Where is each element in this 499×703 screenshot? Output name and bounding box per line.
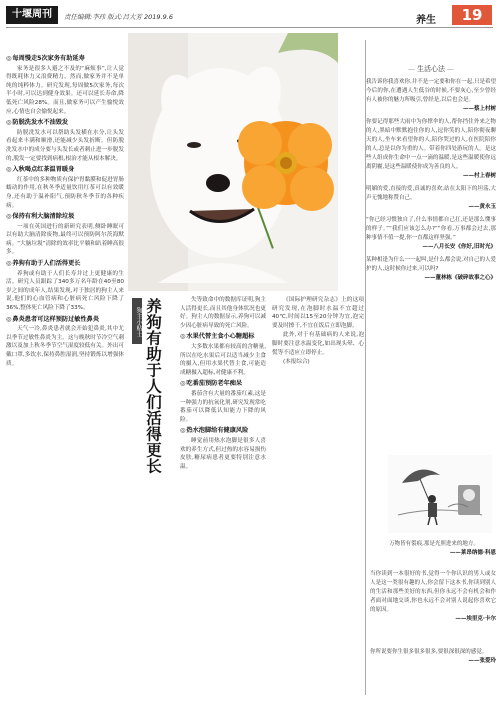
article-title: 养狗有助于人们活得更长 <box>144 298 162 474</box>
article-paragraph: 此外,对于有基础病的人来说,泡脚时要注意水温变化,如出现头晕、心慌等不适应立即停止。 <box>272 332 364 356</box>
quote-text: 你要记得那些大雨中为你撑伞的人,帮你挡住外来之物的人,黑暗中默默抱住你的人,逗你笑的人,陪你彻夜聊天的人,坐车来看望你的人,陪你哭过的人,在医院陪你的人,总是以你为重的人。带着你四处游玩的人。是这些人组成你生命中一点一滴的温暖,是这些温暖使你远离阴霾,是这些温暖使你成为善良的人。 <box>366 119 496 170</box>
article-subheading: ◎ 水果代替主食小心糖超标 <box>180 333 266 342</box>
quote-block <box>370 570 496 624</box>
page-header <box>0 0 499 30</box>
article-paragraph: 天气一冷,鼻炎患者就会开始犯鼻炎,其中尤以季节过敏性鼻炎为主。这与晚秋时节冷空气刺激以及加上秋冬季节空气湿度较低有关。外出可戴口罩,多饮水,保持鼻腔湿润,坚持锻炼以增强体质。 <box>6 326 124 367</box>
article-subheading: ◎ 防脱洗发水不油毁发 <box>6 119 124 128</box>
quote-text: 你所说要你生很多很多很多,要很深很深的感觉。 <box>370 649 488 655</box>
quote-text: 当你读到一本很好的书,觉得一个你认识的男人或女人是这一类很有趣的人,你会留下这本书,你读到别人的生活和那些美好的东西,但你永远不会有机会和作者面对面地交谈,你也永远不会对别人说起你喜欢它的原因。 <box>370 571 496 613</box>
article-paragraph: 《国际护理研究杂志》上的这项研究发现,在泡脚时水温不宜超过40℃,时间以15至20分钟为宜,泡完要及时擦干,不宜在饭后立即泡脚。 <box>272 297 364 329</box>
quote-source: ——八月长安《你好,旧时光》 <box>422 244 496 250</box>
quote-block <box>366 185 496 212</box>
quote-source: ——黄永玉 <box>468 204 496 210</box>
article-column-middle-b <box>272 296 364 368</box>
caption-source: ——莱昂纳德·科恩 <box>449 550 496 556</box>
article-paragraph: 番茄含有大量的番茄红素,这是一种强力的抗氧化剂,研究发现常吃番茄可以降低认知能力下降的风险。 <box>180 390 266 423</box>
section-name: 养生 <box>416 15 436 26</box>
article-paragraph: 睡觉前用热水泡脚是很多人喜欢的养生方式,但过热的水容易损伤皮肤,糖尿病患者更要特别注意水温。 <box>180 437 266 470</box>
article-subheading: ◎ 每周慢走5次家务有助延寿 <box>6 55 124 64</box>
article-subheading: ◎ 入秋喝点红茶温胃暖身 <box>6 166 124 175</box>
illustration-caption <box>372 540 496 558</box>
article-subheading: ◎ 鼻炎患者可这样预防过敏性鼻炎 <box>6 316 124 325</box>
quote-source: ——董林栋《破碎故事之心》 <box>424 275 496 281</box>
article-column-left <box>6 52 124 370</box>
article-paragraph: 家务是很多人避之不及的“麻烦事”,让人觉得既耗体力又浪费精力。然而,做家务并不是单纯的纯粹体力。研究发现,每周做5次家务,每次半小时,可以达到健身效果。还可以延长寿命,降低死亡风险28%。而且,做家务可以产生愉悦效应,心情也自会愉悦起来。 <box>6 65 124 115</box>
sidebar-title: — 生活心法 — <box>366 64 496 74</box>
article-paragraph: 红茶中的多种物质有保护胃黏膜和促进胃肠蠕动的作用,在秋冬季适量饮用红茶可以有效暖身,还有助于温补阳气,预防秋冬季节的各种疾病。 <box>6 176 124 209</box>
article-subheading: ◎ 吃番茄预防老年痴呆 <box>180 380 266 389</box>
article-paragraph: 失等致命中的数据库证明,狗主人活得更长,而且其他身体状况也更好。狗主人的数据显示,养狗可以减少因心脏病导致的死亡风险。 <box>180 297 266 329</box>
quote-list <box>366 78 496 283</box>
quote-source: ——张爱玲 <box>468 658 496 664</box>
article-subheading: ◎ 保持有利大脑清除垃圾 <box>6 213 124 222</box>
article-subheading: ◎ 养狗有助于人们活得更长 <box>6 260 124 269</box>
quote-source: ——蔡上村树 <box>462 106 496 112</box>
article-paragraph: 防脱洗发水可以帮助头发横在水分,让头发看起来丰满和顺滑,还能减少头发折断。但防脱洗发水中的成分要与头发长或者刺止进一步脱发的,脱发一定要找到病根,根治才能从根本解决。 <box>6 129 124 162</box>
article-paragraph: 一项在英国进行的新研究表明,侧卧睡眠可以有助大脑清除废物,最终可以预防阿尔茨海默病。“大脑垃圾”清除的效率比平躺和趴着睡高很多。 <box>6 223 124 256</box>
quote-text: 明媚的爱,直接的爱,真诚的喜欢,站在太阳下的坦荡,大声无愧地称赞自己。 <box>366 186 496 201</box>
article-subheading: ◎ 热水泡脚给有健康风险 <box>180 427 266 436</box>
quote-text: “你已经习惯独自了,什么事情都自己扛,还是那么懂事的样子。”“我们应该怎么办?”“你看,万事都会过去,那种事情不值一提,你一直都这样坚强。” <box>366 217 496 241</box>
article-paragraph: 养狗或有助于人们长寿并过上更健康的生活。研究人员跟踪了340多万名年龄在40至80岁之间的成年人,结果发现,对于独居的狗主人来说,他们的心血管病和心脏病死亡风险下降了36%,整体死亡风险下降了33%。 <box>6 270 124 312</box>
article-title-block <box>128 296 180 516</box>
quote-block <box>366 256 496 283</box>
quote-text: 某种相逢为什么一一起叫,是什么都会说,对自己的人爱护的人,这时候你过来,可以吗? <box>366 257 496 272</box>
girl-sketch-illustration <box>388 455 492 533</box>
smiling-dog-photo <box>128 33 338 291</box>
quote-block <box>366 216 496 252</box>
quote-block <box>370 648 496 666</box>
quote-block <box>366 118 496 181</box>
quote-block <box>366 78 496 114</box>
article-tag: 狗主小贴士 <box>132 298 142 344</box>
caption-text: 万物皆有裂痕,那是光照进来的地方。 <box>389 541 479 547</box>
article-paragraph: (本报综合) <box>283 359 310 366</box>
masthead-logo: 十堰周刊 <box>6 6 58 24</box>
quote-source: ——村上春树 <box>462 173 496 179</box>
header-divider <box>6 27 493 28</box>
page-number-badge: 19 <box>452 5 492 25</box>
article-paragraph: 大多数水果都有较高的含糖量,所以在吃水果后可以适当减少主食的摄入,但用水果代替主食,可能造成糖摄入超标,对健康不利。 <box>180 343 266 376</box>
editor-credits: 责任编辑:李玮 版式:吕大芳 2019.9.6 <box>64 13 173 21</box>
article-column-middle-a <box>180 296 266 471</box>
quote-text: 我告诉你我喜欢你,并不是一定要和你在一起,只是希望今后的你,在遭遇人生低谷的时候,不要灰心,至少曾经有人被你的魅力所吸引,曾经是,以后也会是。 <box>366 79 496 103</box>
quote-source: ——埃里克·卡尔 <box>455 616 496 622</box>
